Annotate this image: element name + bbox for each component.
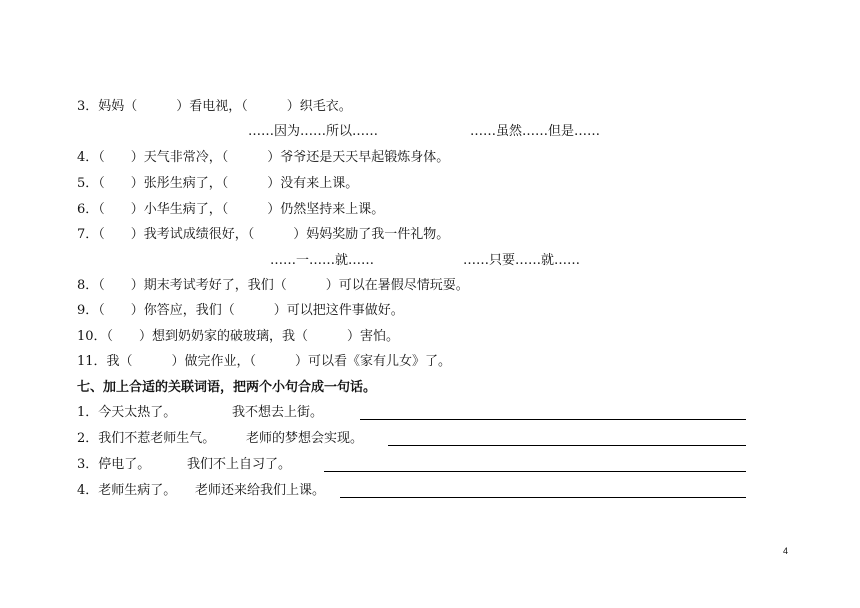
answer-blank-line[interactable] xyxy=(340,497,746,498)
clause-b: 我不想去上街。 xyxy=(232,405,324,420)
combine-item-4 xyxy=(77,483,747,501)
clause-a: 3．停电了。 xyxy=(77,457,151,472)
fill-item-3: 3．妈妈（ ）看电视，（ ）织毛衣。 xyxy=(77,99,352,114)
fill-item-9: 9．（ ）你答应，我们（ ）可以把这件事做好。 xyxy=(77,303,404,318)
fill-item-5: 5．（ ）张彤生病了，（ ）没有来上课。 xyxy=(77,176,359,191)
clause-a: 1．今天太热了。 xyxy=(77,405,177,420)
combine-item-3 xyxy=(77,457,747,475)
clause-b: 老师的梦想会实现。 xyxy=(246,431,364,446)
fill-item-6: 6．（ ）小华生病了，（ ）仍然坚持来上课。 xyxy=(77,202,385,217)
fill-item-7: 7．（ ）我考试成绩很好，（ ）妈妈奖励了我一件礼物。 xyxy=(77,227,450,242)
fill-item-10: 10．（ ）想到奶奶家的破玻璃，我（ ）害怕。 xyxy=(77,329,400,344)
combine-item-2 xyxy=(77,431,747,449)
fill-item-11: 11．我（ ）做完作业，（ ）可以看《家有儿女》了。 xyxy=(77,354,452,369)
conjunction-pair-because-so: ……因为……所以…… xyxy=(248,124,379,139)
fill-item-8: 8．（ ）期末考试考好了，我们（ ）可以在暑假尽情玩耍。 xyxy=(77,278,469,293)
page-number: 4 xyxy=(783,546,789,556)
fill-item-4: 4．（ ）天气非常冷，（ ）爷爷还是天天早起锻炼身体。 xyxy=(77,150,450,165)
clause-b: 我们不上自习了。 xyxy=(187,457,292,472)
answer-blank-line[interactable] xyxy=(360,419,746,420)
clause-a: 2．我们不惹老师生气。 xyxy=(77,431,216,446)
section-7-heading: 七、加上合适的关联词语，把两个小句合成一句话。 xyxy=(77,380,377,395)
answer-blank-line[interactable] xyxy=(324,471,746,472)
conjunction-pair-as-long-as: ……只要……就…… xyxy=(463,253,581,268)
combine-item-1 xyxy=(77,405,747,423)
answer-blank-line[interactable] xyxy=(388,445,746,446)
conjunction-pair-once-then: ……一……就…… xyxy=(270,253,375,268)
clause-b: 老师还来给我们上课。 xyxy=(195,483,326,498)
conjunction-pair-although-but: ……虽然……但是…… xyxy=(470,124,601,139)
clause-a: 4．老师生病了。 xyxy=(77,483,177,498)
